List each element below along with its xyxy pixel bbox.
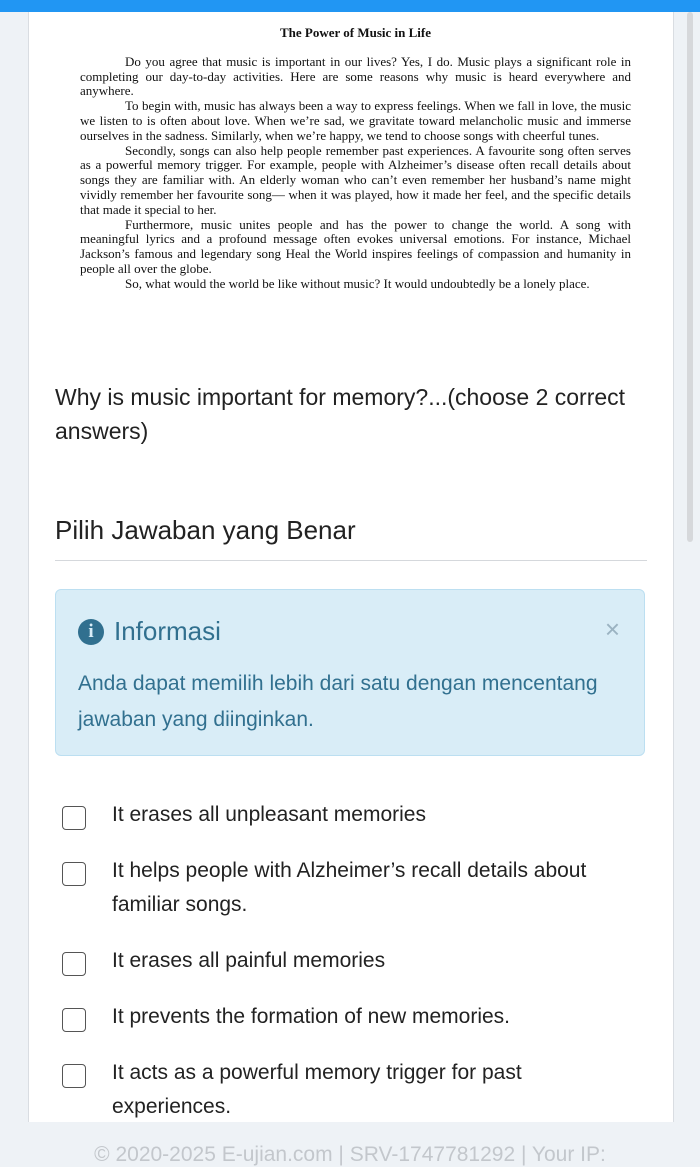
info-alert-title: Informasi (114, 616, 221, 646)
passage-paragraph: Furthermore, music unites people and has the power to change the world. A song with meaningful lyrics and a profound message often evokes universal emotions. For instance, Michael Jackson’s famous and legendary song Heal the World inspires feelings of compassion and humanity in people all over the globe. (80, 216, 631, 276)
option-label: It helps people with Alzheimer’s recall details about familiar songs. (112, 859, 587, 916)
info-alert-header (78, 616, 221, 647)
answer-option-5[interactable] (62, 1056, 622, 1124)
option-label: It erases all painful memories (112, 949, 386, 972)
option-checkbox[interactable] (62, 862, 86, 886)
answer-option-3[interactable] (62, 944, 622, 978)
option-label: It acts as a powerful memory trigger for past experiences. (112, 1061, 522, 1118)
reading-passage (80, 26, 631, 292)
passage-title: The Power of Music in Life (279, 25, 432, 40)
close-icon[interactable]: × (604, 614, 620, 644)
answer-section-title: Pilih Jawaban yang Benar (55, 515, 647, 561)
footer-text: © 2020-2025 E-ujian.com | SRV-1747781292 | Your IP: (94, 1143, 606, 1166)
answer-options (62, 798, 622, 1146)
option-checkbox[interactable] (62, 1008, 86, 1032)
option-checkbox[interactable] (62, 806, 86, 830)
passage-paragraph: Secondly, songs can also help people remember past experiences. A favourite song often serves as a powerful memory trigger. For example, people with Alzheimer’s disease often recall details about songs they are familiar with. An elderly woman who can’t even remember her husband’s name might vividly remember her favourite song— when it was played, how it made her feel, and the specific details that made it special to her. (80, 142, 631, 217)
passage-paragraph: Do you agree that music is important in our lives? Yes, I do. Music plays a significant role in completing our day-to-day activities. Here are some reasons why music is heard everywhere and anywhere. (80, 53, 631, 99)
answer-option-1[interactable] (62, 798, 622, 832)
option-label: It erases all unpleasant memories (112, 803, 426, 826)
scrollbar[interactable] (687, 12, 693, 542)
answer-option-4[interactable] (62, 1000, 622, 1034)
passage-paragraph: To begin with, music has always been a way to express feelings. When we fall in love, the music we listen to is often about love. When we’re sad, we gravitate toward melancholic music and immerse ourselves in the sadness. Similarly, when we’re happy, we tend to choose songs with cheerful tunes. (80, 98, 631, 143)
option-checkbox[interactable] (62, 952, 86, 976)
question-text: Why is music important for memory?...(choose 2 correct answers) (55, 384, 626, 444)
info-icon: i (78, 619, 104, 645)
info-alert-body: Anda dapat memilih lebih dari satu dengan mencentang jawaban yang diinginkan. (78, 672, 598, 731)
option-label: It prevents the formation of new memories. (112, 1005, 511, 1028)
top-accent-bar (0, 0, 700, 12)
passage-paragraph: So, what would the world be like without music? It would undoubtedly be a lonely place. (125, 275, 590, 291)
option-checkbox[interactable] (62, 1064, 86, 1088)
info-alert (55, 589, 645, 756)
answer-option-2[interactable] (62, 854, 622, 922)
